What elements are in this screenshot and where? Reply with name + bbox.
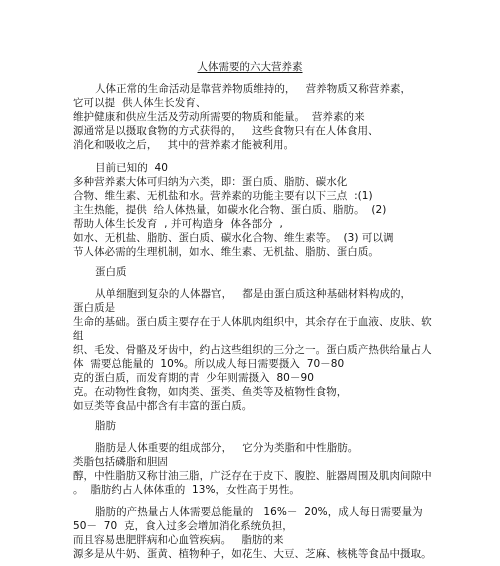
nutrients-line: 如水、无机盐、脂肪、蛋白质、碳水化合物、维生素等。 (3) 可以调 bbox=[73, 232, 394, 244]
fat-energy-line: 而且容易患肥胖病和心血管疾病。 脂肪的来 bbox=[73, 534, 284, 546]
protein-line: 蛋白质是 bbox=[73, 302, 116, 314]
fat-heading: 脂肪 bbox=[95, 420, 116, 432]
protein-line: 织、毛发、骨骼及牙齿中，约占这些组织的三分之一。蛋白质产热供给量占人 bbox=[73, 344, 432, 356]
fat-energy-line: 脂肪的产热量占人体需要总能量的 16%－ 20%，成人每日需要量为 bbox=[95, 506, 423, 518]
fat-line: 类脂包括磷脂和胆固 bbox=[73, 456, 168, 468]
protein-line: 克。在动物性食物，如肉类、蛋类、鱼类等及植物性食物， bbox=[73, 386, 348, 398]
fat-line: 。 脂肪约占人体体重的 13%，女性高于男性。 bbox=[73, 484, 300, 496]
protein-line: 体 需要总能量的 10%。所以成人每日需要摄入 70－80 bbox=[73, 358, 345, 370]
fat-line: 醇，中性脂肪又称甘油三脂，广泛存在于皮下、腹腔、脏器周围及肌肉间隙中 bbox=[73, 470, 432, 482]
intro-line: 它可以提 供人体生长发育、 bbox=[73, 97, 207, 109]
nutrients-line: 帮助人体生长发育 , 并可构造身 体各部分 , bbox=[73, 218, 283, 230]
fat-energy-line: 50－ 70 克，食入过多会增加消化系统负担， bbox=[73, 520, 293, 532]
fat-line: 脂肪是人体重要的组成部分， 它分为类脂和中性脂肪。 bbox=[95, 442, 359, 454]
protein-line: 从单细胞到复杂的人体器官， 都是由蛋白质这种基础材料构成的， bbox=[95, 288, 412, 300]
intro-line: 维护健康和供应生活及劳动所需要的物质和能量。 营养素的来 bbox=[73, 111, 365, 123]
nutrients-line: 主生热能，提供 给人体热量，如碳水化合物、蛋白质、脂肪。 (2) bbox=[73, 204, 387, 216]
nutrients-line: 目前已知的 40 bbox=[95, 162, 168, 174]
intro-line: 消化和吸收之后， 其中的营养素才能被利用。 bbox=[73, 139, 295, 151]
intro-line: 人体正常的生命活动是靠营养物质维持的， 营养物质又称营养素， bbox=[95, 83, 412, 95]
protein-heading: 蛋白质 bbox=[95, 266, 127, 278]
protein-line: 生命的基础。蛋白质主要存在于人体肌肉组织中，其余存在于血液、皮肤、软 bbox=[73, 316, 432, 328]
nutrients-line: 多种营养素大体可归纳为六类，即：蛋白质、脂肪、碳水化 bbox=[73, 176, 348, 188]
fat-energy-line: 源多是从牛奶、蛋黄、植物种子，如花生、大豆、芝麻、核桃等食品中摄取。 bbox=[73, 548, 432, 560]
protein-line: 如豆类等食品中都含有丰富的蛋白质。 bbox=[73, 400, 253, 412]
nutrients-line: 合物、维生素、无机盐和水。营养素的功能主要有以下三点 :(1) bbox=[73, 190, 373, 202]
document-title: 人体需要的六大营养素 bbox=[197, 61, 303, 73]
nutrients-line: 节人体必需的生理机制，如水、维生素、无机盐、脂肪、蛋白质。 bbox=[73, 246, 379, 258]
protein-line: 组 bbox=[73, 330, 84, 342]
intro-line: 源通常是以摄取食物的方式获得的， 这些食物只有在人体食用、 bbox=[73, 125, 379, 137]
protein-line: 克的蛋白质，而发育期的青 少年则需摄入 80－90 bbox=[73, 372, 314, 384]
